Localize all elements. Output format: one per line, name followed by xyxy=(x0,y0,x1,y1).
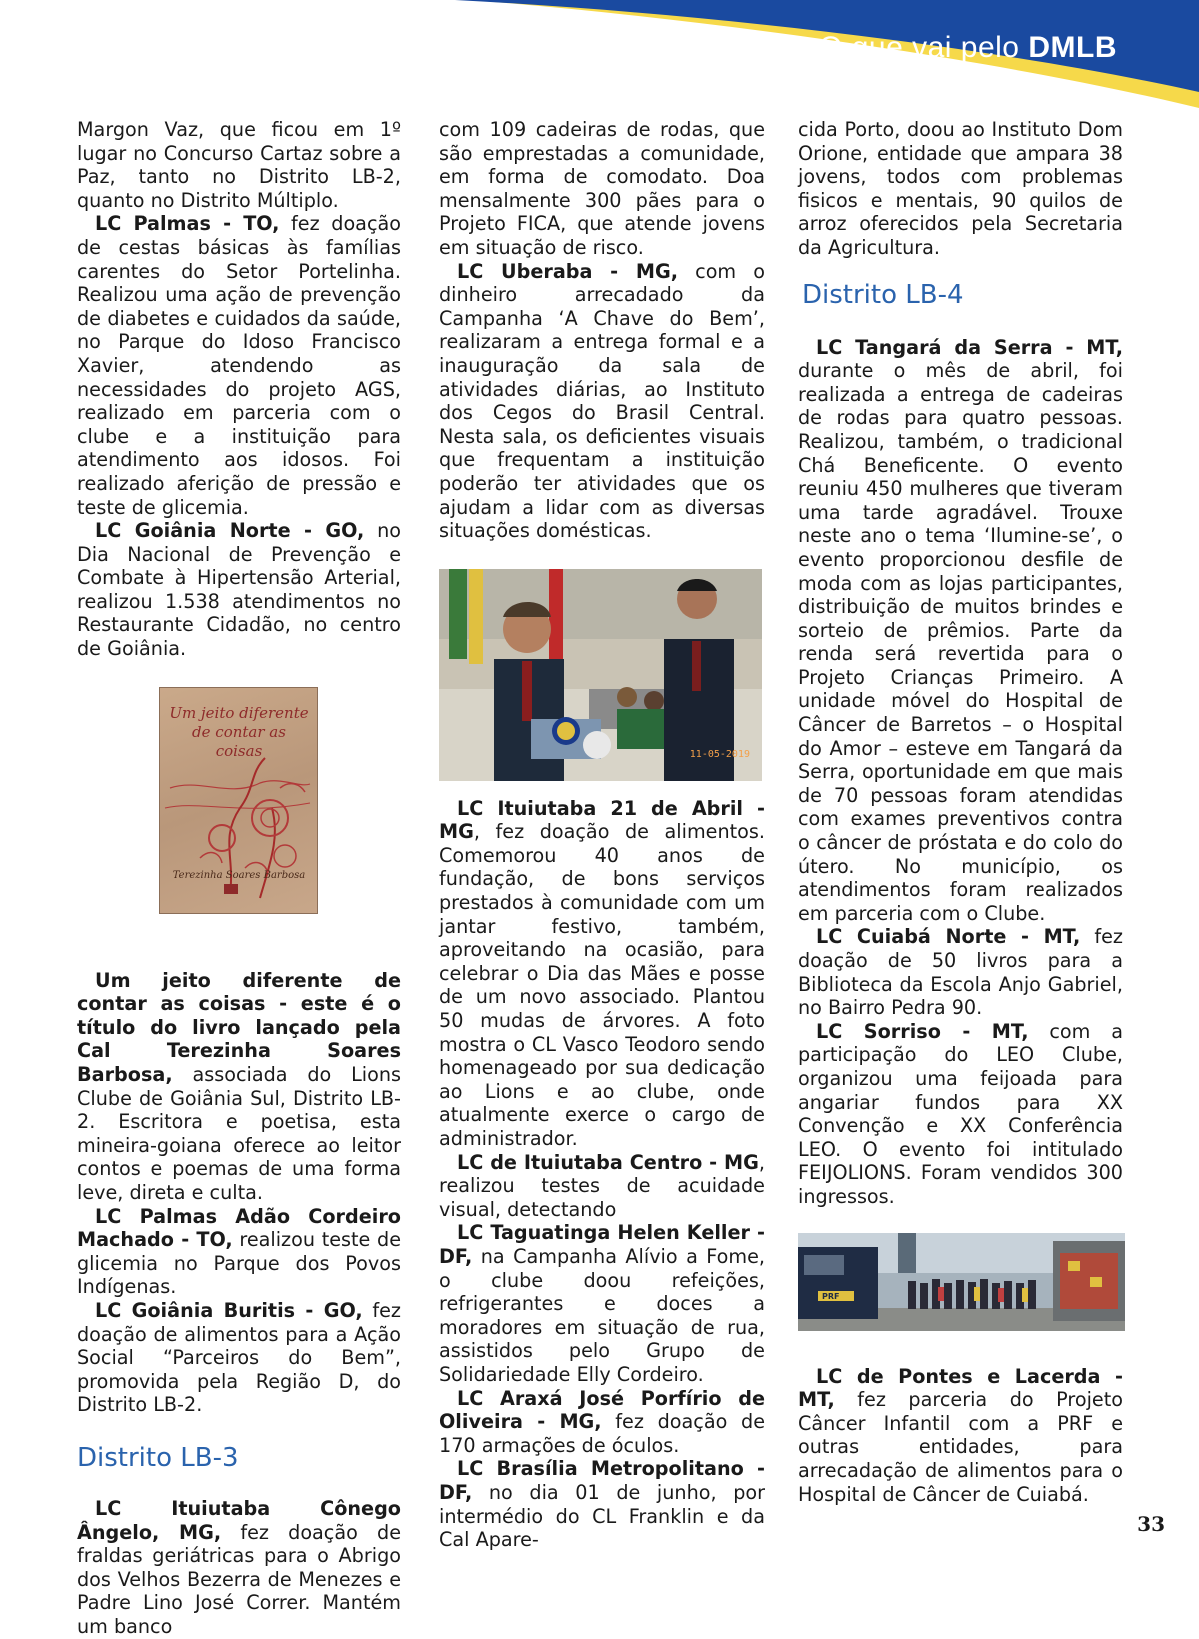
paragraph: Margon Vaz, que ficou em 1º lugar no Concurso Cartaz sobre a Paz, tanto no Distrito LB-2, quanto no Distrito Múltiplo. xyxy=(77,118,401,212)
paragraph xyxy=(439,1387,765,1458)
paragraph: com 109 cadeiras de rodas, que são emprestadas a comunidade, em forma de comodato. Doa mensalmente 300 pães para o Projeto FICA, que atende jovens em situação de risco. xyxy=(439,118,765,259)
paragraph-text: com o dinheiro arrecadado da Campanha ‘A Chave do Bem’, realizaram a entrega formal e a inauguração da sala de atividades diárias, ao Instituto dos Cegos do Brasil Central. Nesta sala, os deficientes visuais que frequentam a instituição poderão ter atividades que os ajudam a lidar com as diversas situações domésticas. xyxy=(439,259,765,543)
club-name: LC Palmas - TO, xyxy=(95,212,280,236)
club-name: LC Cuiabá Norte - MT, xyxy=(816,925,1081,949)
svg-text:PRF: PRF xyxy=(822,1291,840,1301)
prf-group-photo xyxy=(798,1233,1125,1331)
section-title xyxy=(819,31,1117,65)
club-name: LC Araxá José Porfírio de Oliveira - MG, xyxy=(439,1386,765,1434)
paragraph-text: no dia 01 de junho, por intermédio do CL Franklin e da Cal Apare- xyxy=(439,1480,765,1552)
paragraph xyxy=(439,1221,765,1386)
photo-caption xyxy=(77,969,401,1205)
paragraph xyxy=(798,1020,1123,1209)
paragraph xyxy=(798,336,1123,926)
ceremony-photo xyxy=(439,569,762,781)
column-2 xyxy=(439,118,765,1552)
club-name: LC Ituiutaba 21 de Abril - MG xyxy=(439,796,765,844)
club-name: LC Sorriso - MT, xyxy=(816,1019,1029,1043)
prf-scene xyxy=(798,1233,1125,1331)
club-name: LC de Ituiutaba Centro - MG xyxy=(457,1150,759,1174)
paragraph-text: fez doação de 170 armações de óculos. xyxy=(439,1410,765,1457)
district-heading: Distrito LB-3 xyxy=(77,1442,239,1473)
paragraph xyxy=(77,519,401,661)
paragraph-text: na Campanha Alívio a Fome, o clube doou refeições, refrigerantes e doces a moradores em situação de rua, assistidos pelo Grupo de Solidariedade Elly Cordeiro. xyxy=(439,1244,765,1386)
club-name: LC Ituiutaba Cônego Ângelo, MG, xyxy=(77,1496,401,1544)
club-name: LC Taguatinga Helen Keller - DF, xyxy=(439,1221,765,1268)
page-number: 33 xyxy=(1137,1512,1165,1536)
paragraph xyxy=(439,1151,765,1222)
district-heading: Distrito LB-4 xyxy=(802,279,964,310)
prf-photo-label xyxy=(820,1289,850,1313)
club-name: LC Palmas Adão Cordeiro Machado - TO, xyxy=(77,1204,401,1252)
paragraph xyxy=(77,1299,401,1417)
paragraph-text: realizou teste de glicemia no Parque dos Povos Indígenas. xyxy=(77,1228,402,1299)
paragraph-text: durante o mês de abril, foi realizada a entrega de cadeiras de rodas para quatro pessoas. Realizou, também, o tradicional Chá Beneficente. O evento reuniu 450 mulheres que tiveram uma tarde agradável. Trouxe neste ano o tema ‘Ilumine-se’, o evento proporcionou desfile de moda com as lojas participantes, distribuição de muitos brindes e sorteio de prêmios. Parte da renda será revertida para o Projeto Crianças Primeiro. A unidade móvel do Hospital de Câncer de Barretos – o Hospital do Amor – esteve em Tangará da Serra, oportunidade em que mais de 70 pessoas foram atendidas com exames preventivos contra o câncer de próstata e do colo do útero. No município, os atendimentos foram realizados em parceria com o Clube. xyxy=(798,359,1123,925)
paragraph-text: , realizou testes de acuidade visual, detectando xyxy=(439,1150,765,1221)
paragraph xyxy=(77,1205,401,1299)
photo-datestamp: 11-05-2019 xyxy=(689,749,750,761)
paragraph-text: com a participação do LEO Clube, organizou uma feijoada para angariar fundos para XX Convenção e XX Conferência LEO. O evento foi intitulado FEIJOLIONS. Foram vendidos 300 ingressos. xyxy=(798,1019,1123,1208)
paragraph-text: fez doação de alimentos para a Ação Social “Parceiros do Bem”, promovida pela Região D, do Distrito LB-2. xyxy=(77,1298,401,1417)
club-name: LC Tangará da Serra - MT, xyxy=(816,335,1123,359)
paragraph xyxy=(77,1497,401,1639)
paragraph-text: , fez doação de alimentos. Comemorou 40 anos de fundação, de bons serviços prestados à comunidade com um jantar festivo, também, aproveitando na ocasião, para celebrar o Dia das Mães e posse de um novo associado. Plantou 50 mudas de árvores. A foto mostra o CL Vasco Teodoro sendo homenageado por sua dedicação ao Lions e ao clube, onde atualmente exerce o cargo de administrador. xyxy=(439,820,765,1150)
paragraph: cida Porto, doou ao Instituto Dom Orione, entidade que ampara 38 jovens, todos com problemas fisicos e mentais, 90 quilos de arroz oferecidos pela Secretaria da Agricultura. xyxy=(798,118,1123,259)
paragraph xyxy=(439,1457,765,1551)
caption-bold: Um jeito diferente de contar as coisas - este é o título do livro lançado pela Cal Terezinha Soares Barbosa, xyxy=(77,968,401,1087)
club-name: LC de Pontes e Lacerda - MT, xyxy=(798,1364,1123,1412)
club-name: LC Goiânia Norte - GO, xyxy=(95,519,365,543)
caption-text: associada do Lions Clube de Goiânia Sul, Distrito LB-2. Escritora e poetisa, esta mineira-goiana oferece ao leitor contos e poemas de uma forma leve, direta e culta. xyxy=(77,1063,401,1204)
paragraph-text: fez doação de 50 livros para a Biblioteca da Escola Anjo Gabriel, no Bairro Pedra 90. xyxy=(798,925,1123,1020)
section-title-prefix: O que vai pelo xyxy=(819,31,1020,64)
paragraph xyxy=(439,797,765,1151)
paragraph xyxy=(439,260,765,543)
club-name: LC Brasília Metropolitano - DF, xyxy=(439,1457,765,1504)
club-name: LC Uberaba - MG, xyxy=(457,259,678,283)
paragraph-text: fez doação de cestas básicas às famílias carentes do Setor Portelinha. Realizou uma ação de prevenção de diabetes e cuidados da saúde, no Parque do Idoso Francisco Xavier, atendendo as necessidades do projeto AGS, realizado em parceria com o clube e a instituição para atendimento aos idosos. Foi realizado aferição de pressão e teste de glicemia. xyxy=(77,212,401,519)
section-title-brand: DMLB xyxy=(1028,31,1117,64)
book-cover-photo xyxy=(159,687,318,914)
paragraph xyxy=(77,212,401,519)
paragraph xyxy=(798,1365,1123,1507)
column-1 xyxy=(77,118,401,1639)
paragraph-text: no Dia Nacional de Prevenção e Combate à Hipertensão Arterial, realizou 1.538 atendimentos no Restaurante Cidadão, no centro de Goiânia. xyxy=(77,519,402,661)
column-3 xyxy=(798,118,1123,1506)
paragraph xyxy=(798,925,1123,1019)
paragraph-text: fez parceria do Projeto Câncer Infantil com a PRF e outras entidades, para arrecadação de alimentos para o Hospital de Câncer de Cuiabá. xyxy=(798,1388,1123,1506)
paragraph-text: fez doação de fraldas geriátricas para o Abrigo dos Velhos Bezerra de Menezes e Padre Lino José Correr. Mantém um banco xyxy=(77,1520,401,1638)
book-title: Um jeito diferente de contar as coisas xyxy=(169,703,309,760)
book-author: Terezinha Soares Barbosa xyxy=(172,869,306,881)
club-name: LC Goiânia Buritis - GO, xyxy=(95,1298,363,1322)
